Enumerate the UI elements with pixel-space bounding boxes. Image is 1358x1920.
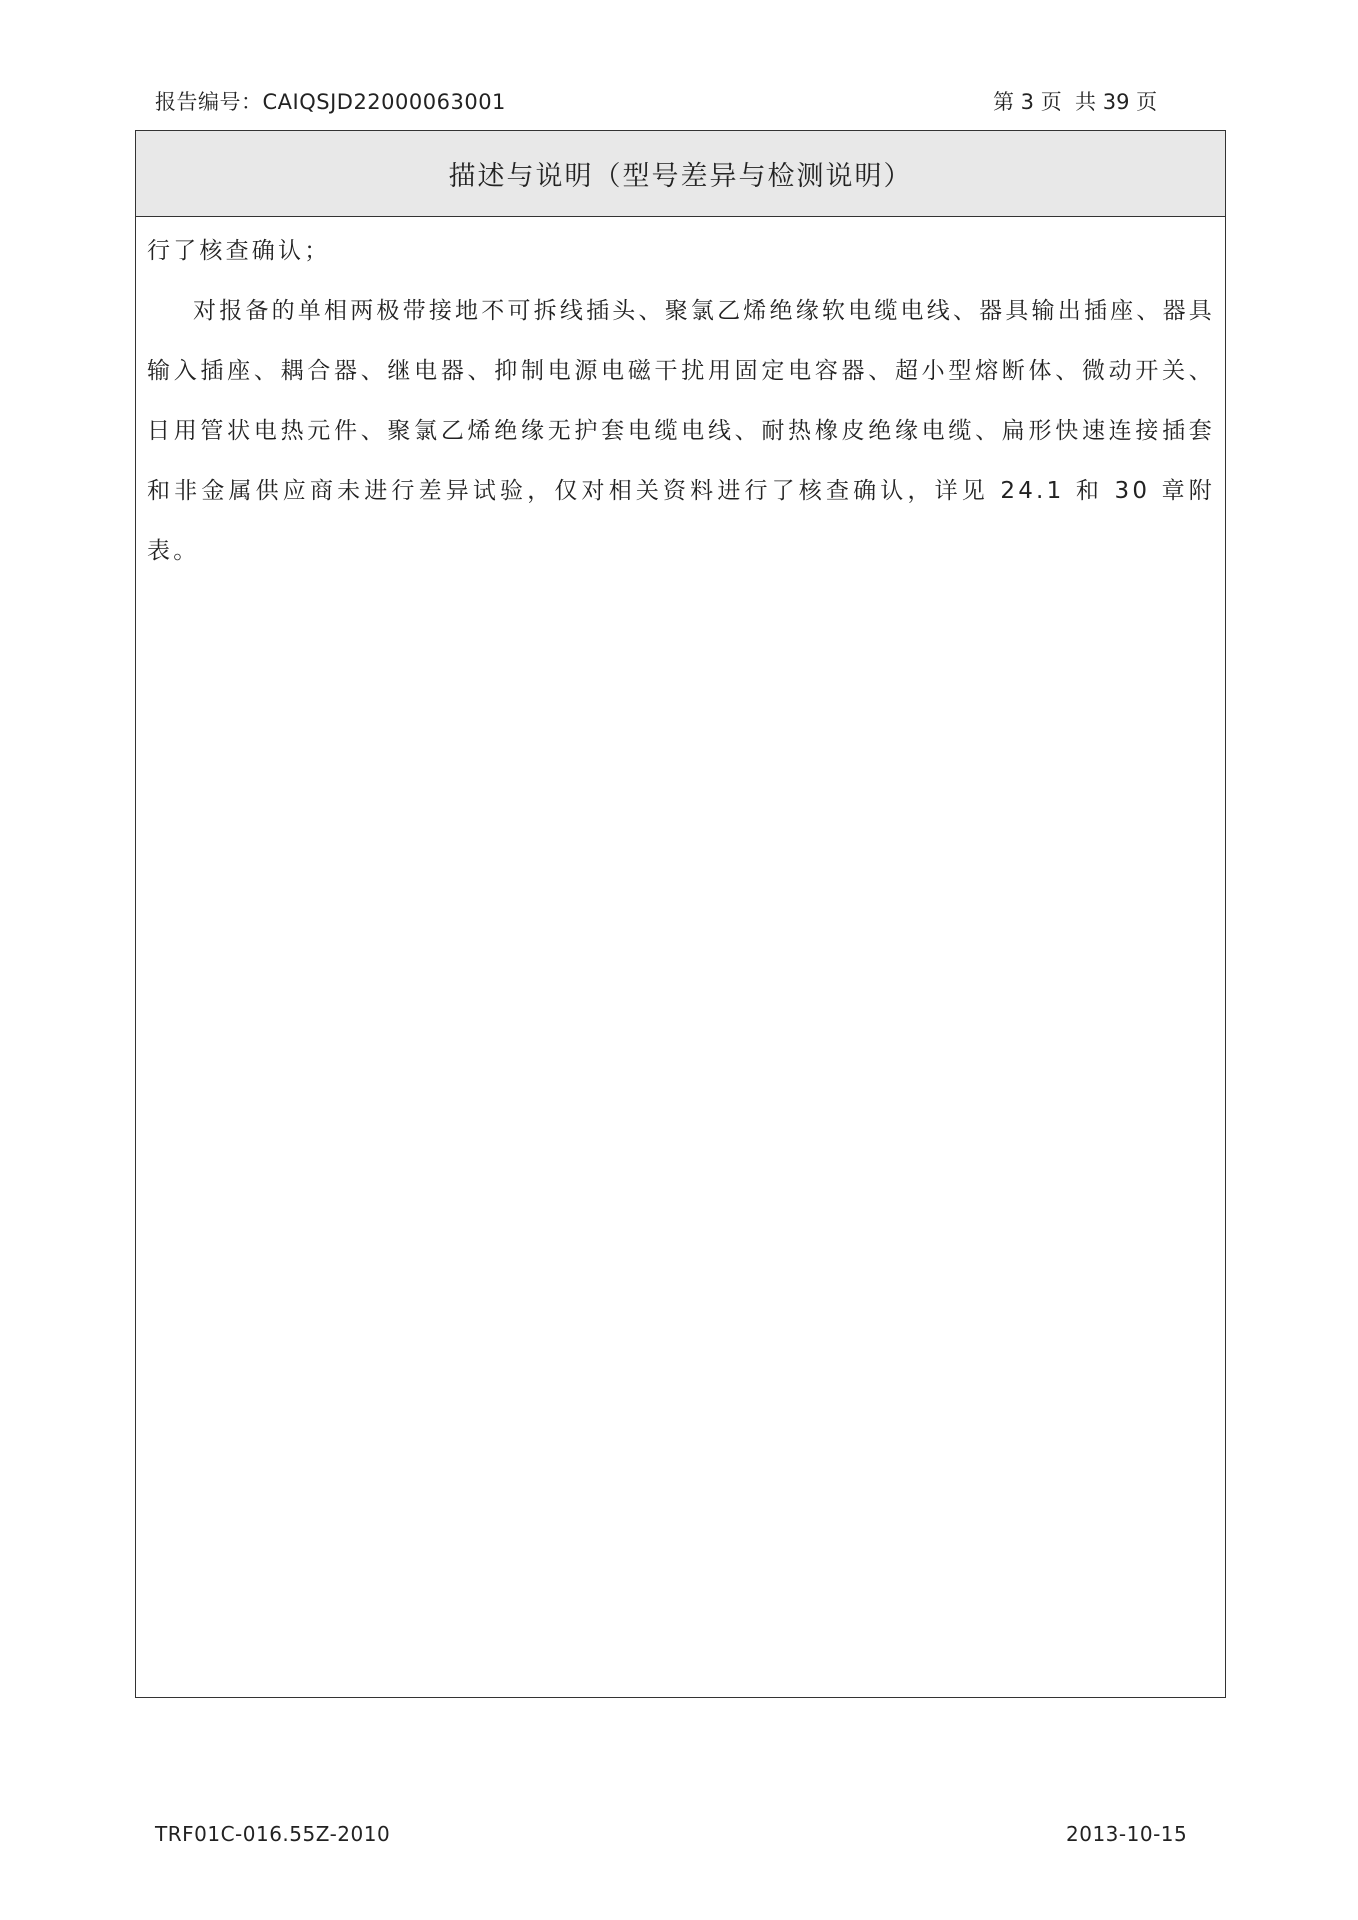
description-section [135, 130, 1226, 1698]
description-paragraph: 对报备的单相两极带接地不可拆线插头、聚氯乙烯绝缘软电缆电线、器具输出插座、器具输入插座、耦合器、继电器、抑制电源电磁干扰用固定电容器、超小型熔断体、微动开关、日用管状电热元件、聚氯乙烯绝缘无护套电缆电线、耐热橡皮绝缘电缆、扁形快速连接插套和非金属供应商未进行差异试验，仅对相关资料进行了核查确认，详见 24.1 和 30 章附表。 [147, 298, 1215, 564]
footer-date: 2013-10-15 [1066, 1822, 1188, 1846]
page-info: 第 3 页 共 39 页 [993, 90, 1158, 114]
report-number: 报告编号：CAIQSJD22000063001 [155, 90, 506, 114]
continuation-line: 行了核查确认； [147, 238, 331, 264]
section-title: 描述与说明（型号差异与检测说明） [136, 131, 1225, 217]
section-body [136, 221, 1225, 581]
form-code: TRF01C-016.55Z-2010 [155, 1822, 391, 1846]
